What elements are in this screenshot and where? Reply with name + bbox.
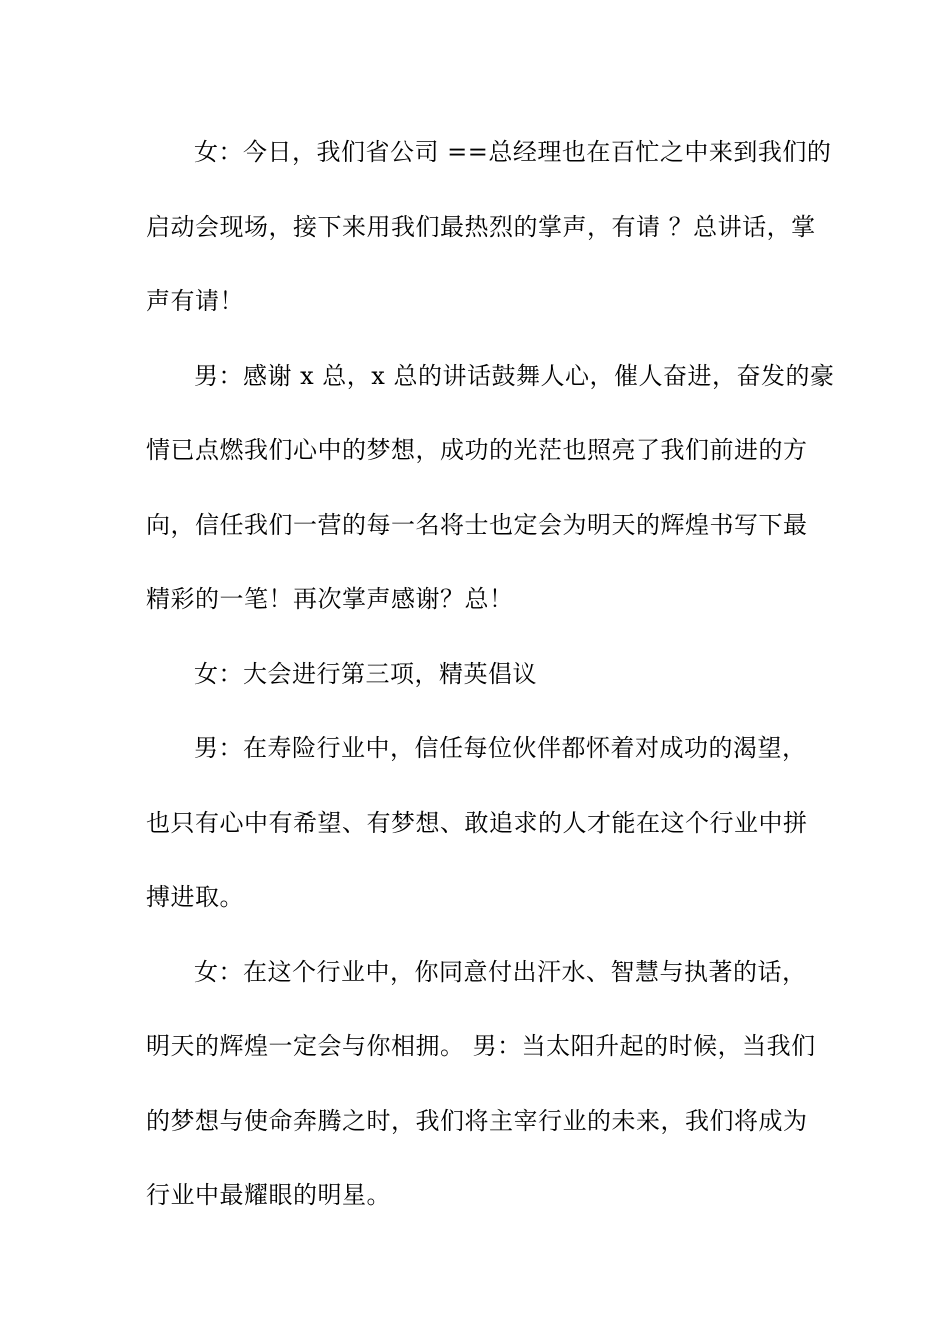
text-line: 男：感谢 x 总，x 总的讲话鼓舞人心，催人奋进，奋发的豪: [194, 362, 835, 390]
text-line: 向，信任我们一营的每一名将士也定会为明天的辉煌书写下最: [146, 511, 808, 539]
text-line: 女：今日，我们省公司 ==总经理也在百忙之中来到我们的: [194, 138, 832, 166]
text-line: 也只有心中有希望、有梦想、敢追求的人才能在这个行业中拼: [146, 809, 808, 837]
text-line: 女：在这个行业中，你同意付出汗水、智慧与执著的话，: [194, 958, 807, 986]
text-line: 的梦想与使命奔腾之时，我们将主宰行业的未来，我们将成为: [146, 1107, 808, 1135]
text-line: 声有请！: [146, 287, 244, 315]
text-line: 情已点燃我们心中的梦想，成功的光茫也照亮了我们前进的方: [146, 436, 808, 464]
text-line: 女：大会进行第三项，精英倡议: [194, 660, 537, 688]
text-line: 启动会现场，接下来用我们最热烈的掌声，有请 ？总讲话，掌: [146, 213, 816, 241]
text-line: 行业中最耀眼的明星。: [146, 1181, 391, 1209]
text-line: 明天的辉煌一定会与你相拥。 男：当太阳升起的时候，当我们: [146, 1032, 816, 1060]
text-line: 男：在寿险行业中，信任每位伙伴都怀着对成功的渴望，: [194, 734, 807, 762]
text-line: 搏进取。: [146, 883, 244, 911]
text-line: 精彩的一笔！再次掌声感谢？总！: [146, 585, 514, 613]
